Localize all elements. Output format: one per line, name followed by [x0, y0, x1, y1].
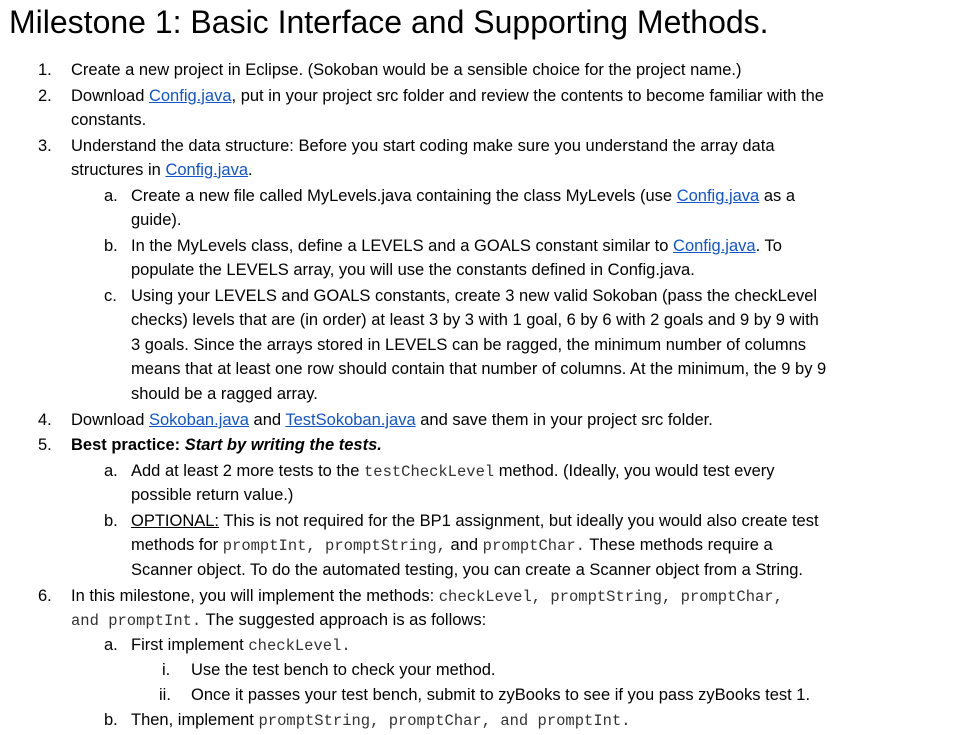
- list-item-text: Scanner object. To do the automated testing, you can create a Scanner object from a String.: [131, 561, 804, 579]
- list-letter: a.: [104, 187, 118, 205]
- list-number: 4.: [38, 411, 52, 429]
- config-link[interactable]: Config.java: [673, 237, 756, 255]
- list-item-text: structures in Config.java.: [71, 161, 253, 179]
- list-item-text: Download Sokoban.java and TestSokoban.java and save them in your project src folder.: [71, 411, 713, 429]
- list-number: 3.: [38, 137, 52, 155]
- page-title: Milestone 1: Basic Interface and Supporting Methods.: [9, 4, 769, 40]
- list-item-text: In this milestone, you will implement the methods: checkLevel, promptString, promptChar,: [71, 587, 783, 606]
- sokoban-link[interactable]: Sokoban.java: [148, 411, 249, 429]
- list-number: 6.: [38, 587, 52, 605]
- code-text: promptChar.: [482, 537, 585, 555]
- code-text: and promptInt.: [71, 612, 202, 630]
- list-letter: a.: [104, 636, 118, 654]
- list-letter: b.: [104, 512, 118, 530]
- list-roman: i.: [162, 661, 171, 679]
- config-link[interactable]: Config.java: [676, 187, 760, 205]
- list-number: 5.: [38, 436, 52, 454]
- list-item-text: Using your LEVELS and GOALS constants, create 3 new valid Sokoban (pass the checkLevel: [131, 287, 818, 305]
- list-item-text: First implement checkLevel.: [131, 636, 351, 655]
- list-item-text: constants.: [71, 111, 147, 129]
- list-item-text: and promptInt. The suggested approach is as follows:: [71, 611, 487, 630]
- test-sokoban-link[interactable]: TestSokoban.java: [285, 411, 416, 429]
- list-item-text: Once it passes your test bench, submit to zyBooks to see if you pass zyBooks test 1.: [191, 686, 811, 704]
- list-number: 2.: [38, 87, 52, 105]
- list-item-text: means that at least one row should contain that number of columns. At the minimum, the 9 by 9: [131, 360, 827, 378]
- list-item-text: methods for promptInt, promptString, and promptChar. These methods require a: [131, 536, 773, 555]
- list-item-text: Use the test bench to check your method.: [191, 661, 496, 679]
- list-number: 1.: [38, 61, 52, 79]
- list-item-text: should be a ragged array.: [131, 385, 318, 403]
- code-text: promptString, promptChar, and promptInt.: [258, 712, 631, 730]
- list-roman: ii.: [159, 686, 171, 704]
- list-item-text: Create a new project in Eclipse. (Sokoban would be a sensible choice for the project name.): [71, 61, 742, 79]
- list-item-text: possible return value.): [131, 486, 294, 504]
- list-item-text: guide).: [131, 211, 182, 229]
- list-item-text: Download Config.java, put in your project src folder and review the contents to become familiar with the: [71, 87, 824, 105]
- list-item-text: Create a new file called MyLevels.java containing the class MyLevels (use Config.java as a: [131, 187, 796, 205]
- list-item-text: Add at least 2 more tests to the testCheckLevel method. (Ideally, you would test every: [131, 462, 775, 481]
- list-item-text: checks) levels that are (in order) at least 3 by 3 with 1 goal, 6 by 6 with 2 goals and 9 by 9 with: [131, 311, 819, 329]
- code-text: checkLevel, promptString, promptChar,: [438, 588, 783, 606]
- list-letter: c.: [104, 287, 117, 305]
- config-link[interactable]: Config.java: [165, 161, 249, 179]
- list-item-text: Best practice: Start by writing the tests.: [71, 436, 382, 454]
- list-item-text: OPTIONAL: This is not required for the BP1 assignment, but ideally you would also create test: [131, 512, 819, 530]
- code-text: testCheckLevel: [363, 463, 495, 481]
- list-letter: b.: [104, 711, 118, 729]
- list-item-text: In the MyLevels class, define a LEVELS and a GOALS constant similar to Config.java. To: [131, 237, 782, 255]
- list-item-text: Understand the data structure: Before you start coding make sure you understand the array data: [71, 137, 775, 155]
- code-text: promptInt, promptString,: [222, 537, 446, 555]
- list-item-text: Then, implement promptString, promptChar, and promptInt.: [131, 711, 631, 730]
- list-letter: a.: [104, 462, 118, 480]
- config-link[interactable]: Config.java: [148, 87, 232, 105]
- list-item-text: 3 goals. Since the arrays stored in LEVELS can be ragged, the minimum number of columns: [131, 336, 807, 354]
- list-item-text: populate the LEVELS array, you will use the constants defined in Config.java.: [131, 261, 695, 279]
- list-letter: b.: [104, 237, 118, 255]
- code-text: checkLevel.: [248, 637, 351, 655]
